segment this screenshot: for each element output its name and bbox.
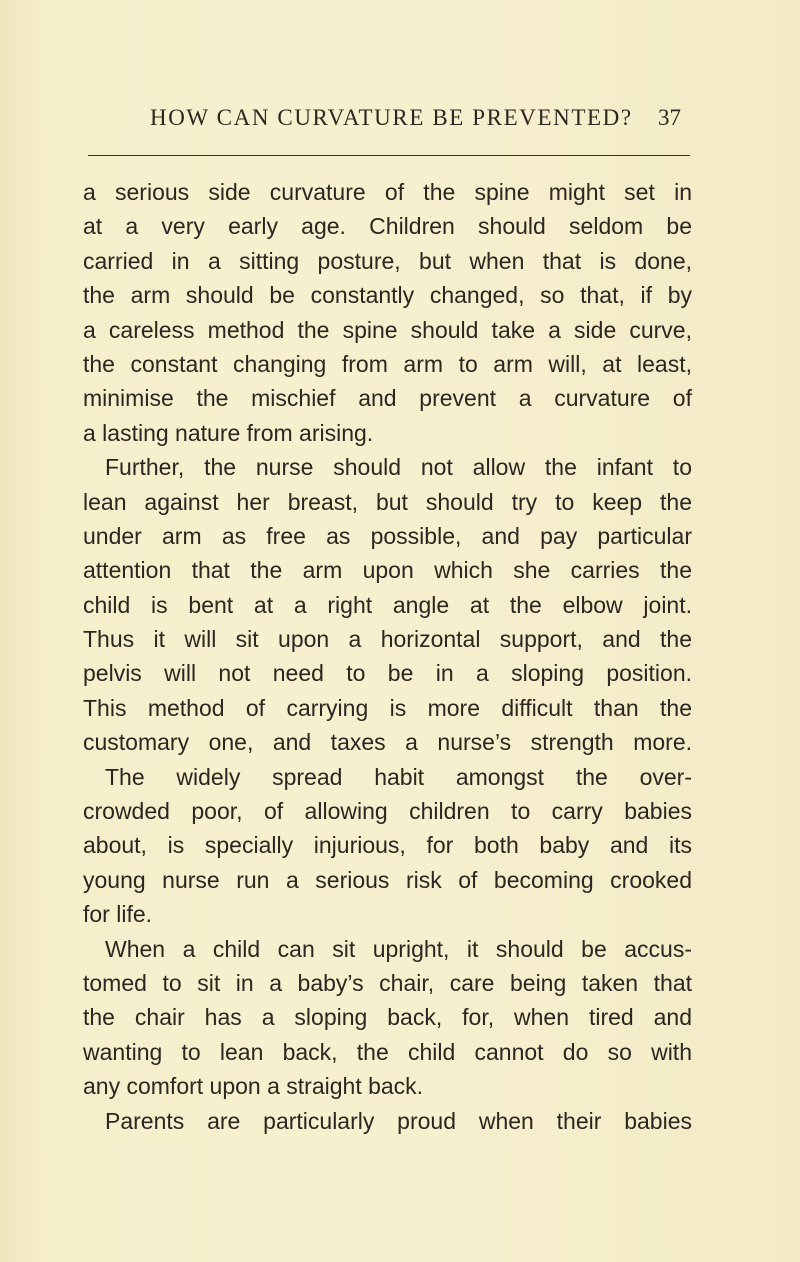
text-line: child is bent at a right angle at the elbow joint. [83,591,692,618]
text-line: Thus it will sit upon a horizontal support, and the [83,626,692,653]
text-line: lean against her breast, but should try to keep the [83,488,692,515]
text-line: the constant changing from arm to arm will, at least, [83,350,692,377]
text-line: the arm should be constantly changed, so that, if by [83,282,692,309]
running-head-title: HOW CAN CURVATURE BE PREVENTED? [150,105,633,130]
text-line: When a child can sit upright, it should be accus- [105,935,692,962]
text-line: at a very early age. Children should seldom be [83,213,692,240]
text-line: pelvis will not need to be in a sloping position. [83,660,692,687]
text-line: under arm as free as possible, and pay particular [83,522,692,549]
text-line: This method of carrying is more difficult than the [83,694,692,721]
running-head [0,103,800,143]
text-line: attention that the arm upon which she carries the [83,557,692,584]
text-line: young nurse run a serious risk of becoming crooked [83,866,692,893]
text-line: about, is specially injurious, for both baby and its [83,832,692,859]
text-line: the chair has a sloping back, for, when tired and [83,1004,692,1031]
page-number: 37 [658,105,681,130]
text-line: Parents are particularly proud when their babies [105,1107,692,1134]
text-line: a serious side curvature of the spine might set in [83,179,692,205]
text-line: a careless method the spine should take a side curve, [83,316,692,343]
body-text [83,175,692,1138]
text-line: wanting to lean back, the child cannot do so with [83,1038,692,1065]
text-line: any comfort upon a straight back. [83,1073,424,1100]
text-line: minimise the mischief and prevent a curvature of [83,385,692,412]
text-line: Further, the nurse should not allow the infant to [105,454,692,481]
text-line: crowded poor, of allowing children to carry babies [83,798,692,825]
text-line: carried in a sitting posture, but when that is done, [83,247,692,274]
text-line: tomed to sit in a baby’s chair, care being taken that [83,969,692,996]
text-line: a lasting nature from arising. [83,419,374,446]
text-line: for life. [83,901,153,928]
text-line: customary one, and taxes a nurse’s strength more. [83,729,692,756]
header-rule [88,155,690,156]
text-line: The widely spread habit amongst the over- [105,763,692,790]
